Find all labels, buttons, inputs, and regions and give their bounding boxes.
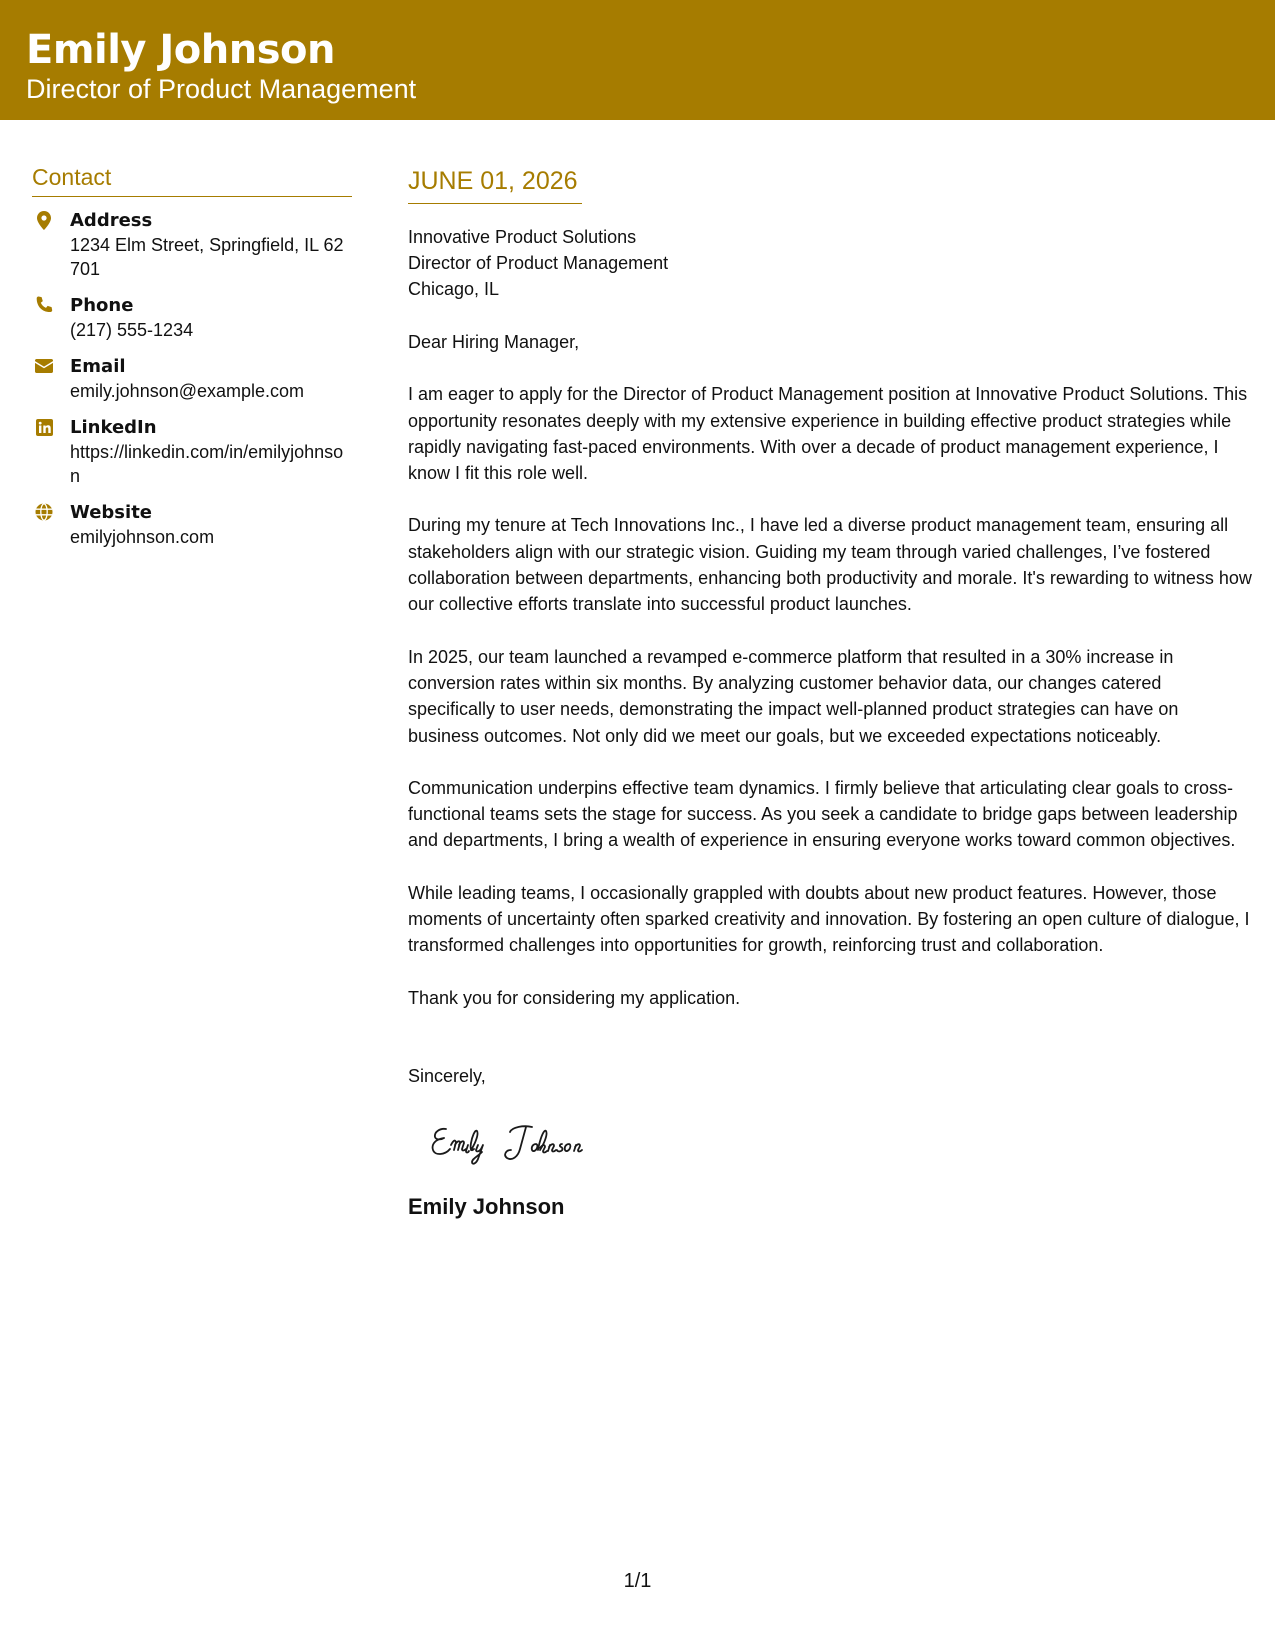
letter-body [408, 164, 1253, 1221]
closing: Sincerely, [408, 1065, 486, 1086]
recipient-block [408, 224, 1253, 302]
contact-label: Address [70, 210, 153, 231]
body-paragraph: I am eager to apply for the Director of Product Management position at Innovative Product Solutions. This opportunity resonates deeply with my extensive experience in building effective product strategies while rapidly navigating fast-paced environments. With over a decade of product management experience, I know I fit this role well. [408, 384, 1248, 484]
recipient-location: Chicago, IL [408, 279, 500, 299]
contact-item-address [32, 209, 352, 281]
contact-section-title: Contact [32, 162, 352, 197]
linkedin-icon [35, 417, 53, 437]
applicant-role: Director of Product Management [26, 74, 417, 104]
body-paragraph: Communication underpins effective team dynamics. I firmly believe that articulating clear goals to cross-functional teams sets the stage for success. As you seek a candidate to bridge gaps between leadership and departments, I bring a wealth of experience in ensuring everyone works toward common objectives. [408, 777, 1238, 851]
phone-icon [35, 295, 53, 315]
body-paragraph: During my tenure at Tech Innovations Inc., I have led a diverse product management team, ensuring all stakeholders align with our strategic vision. Guiding my team through varied challenges, I’ve fostered collaboration between departments, enhancing both productivity and morale. It's rewarding to witness how our collective efforts translate into successful product launches. [408, 515, 1252, 615]
contact-value: 1234 Elm Street, Springfield, IL 62701 [70, 235, 344, 279]
body-paragraph: In 2025, our team launched a revamped e-commerce platform that resulted in a 30% increase in conversion rates within six months. By analyzing customer behavior data, our changes catered specifically to user needs, demonstrating the impact well-planned product strategies can have on business outcomes. Not only did we meet our goals, but we exceeded expectations noticeably. [408, 646, 1179, 746]
recipient-company: Innovative Product Solutions [408, 227, 637, 247]
page-number: 1/1 [623, 1570, 652, 1592]
contact-label: LinkedIn [70, 417, 157, 438]
header-band [0, 0, 1275, 120]
salutation: Dear Hiring Manager, [408, 332, 580, 352]
body-paragraph: While leading teams, I occasionally grappled with doubts about new product features. However, those moments of uncertainty often sparked creativity and innovation. By fostering an open culture of dialogue, I transformed challenges into opportunities for growth, reinforcing trust and collaboration. [408, 882, 1250, 956]
contact-value: https://linkedin.com/in/emilyjohnson [70, 442, 344, 486]
contact-item-website [32, 501, 352, 549]
contact-item-email [32, 355, 352, 403]
contact-value: emilyjohnson.com [70, 527, 215, 547]
contact-label: Email [70, 356, 126, 377]
globe-icon [35, 502, 53, 522]
body-paragraph: Thank you for considering my application. [408, 987, 741, 1008]
recipient-position: Director of Product Management [408, 253, 669, 273]
letter-date: JUNE 01, 2026 [408, 164, 582, 204]
applicant-name: Emily Johnson [26, 27, 336, 73]
contact-label: Phone [70, 295, 134, 316]
contact-sidebar [32, 162, 352, 562]
contact-item-linkedin [32, 416, 352, 488]
contact-value: emily.johnson@example.com [70, 381, 305, 401]
envelope-icon [35, 356, 53, 376]
contact-list [32, 209, 352, 549]
contact-label: Website [70, 502, 153, 523]
map-pin-icon [35, 210, 53, 230]
handwritten-signature [424, 1115, 654, 1171]
contact-item-phone [32, 294, 352, 342]
signer-name: Emily Johnson [408, 1193, 565, 1219]
contact-value: (217) 555-1234 [70, 320, 194, 340]
